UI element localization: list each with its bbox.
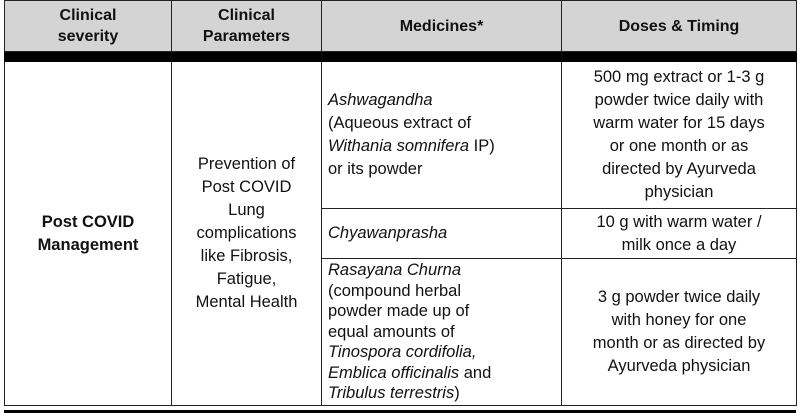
table-row bbox=[5, 62, 797, 209]
header-row bbox=[5, 1, 797, 52]
medicine-cell-ashwagandha: Ashwagandha (Aqueous extract of Withania somnifera IP) or its powder bbox=[322, 62, 562, 209]
header-clinical-severity: Clinical severity bbox=[5, 1, 172, 52]
header-medicines: Medicines* bbox=[322, 1, 562, 52]
header-clinical-parameters: Clinical Parameters bbox=[172, 1, 322, 52]
header-doses-timing: Doses & Timing bbox=[562, 1, 797, 52]
medicine-cell-chyawanprasha: Chyawanprasha bbox=[322, 209, 562, 259]
post-covid-medicine-table bbox=[4, 0, 797, 406]
dose-cell-rasayana-churna: 3 g powder twice daily with honey for one month or as directed by Ayurveda physician bbox=[562, 259, 797, 406]
severity-cell: Post COVID Management bbox=[5, 62, 172, 406]
dose-cell-chyawanprasha: 10 g with warm water / milk once a day bbox=[562, 209, 797, 259]
header-separator bbox=[5, 52, 797, 62]
dose-cell-ashwagandha: 500 mg extract or 1-3 g powder twice daily with warm water for 15 days or one month or as directed by Ayurveda physician bbox=[562, 62, 797, 209]
bottom-rule bbox=[4, 410, 796, 413]
parameters-cell: Prevention of Post COVID Lung complications like Fibrosis, Fatigue, Mental Health bbox=[172, 62, 322, 406]
medicine-cell-rasayana-churna: Rasayana Churna (compound herbal powder made up of equal amounts of Tinospora cordifolia, Emblica officinalis and Tribulus terrestris) bbox=[322, 259, 562, 406]
